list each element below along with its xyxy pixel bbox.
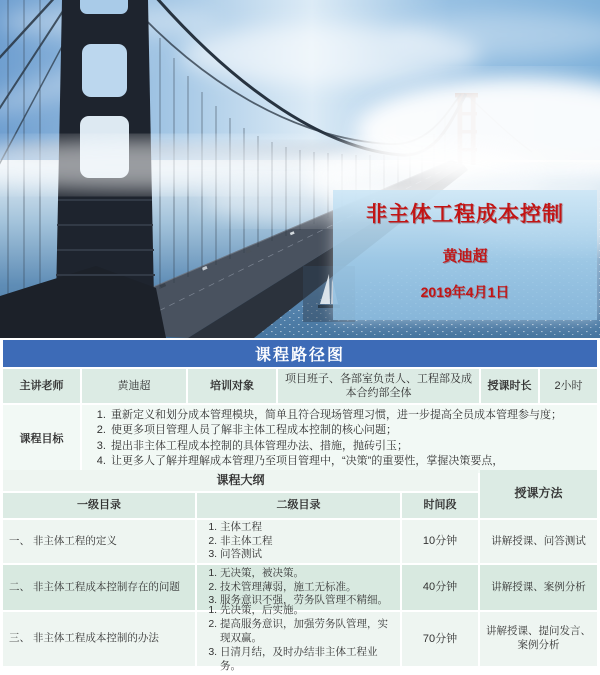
course-sheet (0, 338, 600, 672)
level2-item: 3. 服务意识不强，劳务队管理不精细。 (220, 594, 388, 608)
section-title-bar: 课程路径图 (3, 340, 597, 367)
course-title: 非主体工程成本控制 (366, 203, 564, 226)
audience-label: 培训对象 (188, 369, 276, 403)
outline-title: 课程大纲 (3, 470, 478, 491)
duration-label: 授课时长 (481, 369, 538, 403)
objective-item: 1. 重新定义和划分成本管理模块，简单且符合现场管理习惯，进一步提高全员成本管理参与度； (109, 408, 562, 423)
level2-item: 1. 主体工程 (220, 521, 273, 535)
objectives-list (85, 408, 562, 470)
objectives-label: 课程目标 (3, 405, 80, 473)
outline-row-level1: 三、 非主体工程成本控制的办法 (3, 612, 195, 666)
outline-row-level1: 二、 非主体工程成本控制存在的问题 (3, 565, 195, 610)
objectives-content (82, 405, 597, 473)
level2-item: 2. 技术管理薄弱，施工无标准。 (220, 581, 388, 595)
outline-row-method: 讲解授课、提问发言、案例分析 (480, 612, 597, 666)
level2-item: 1. 先决策，后实施。 (220, 604, 397, 618)
level2-item: 2. 提高服务意识，加强劳务队管理，实现双赢。 (220, 618, 397, 646)
outline-row-method: 讲解授课、案例分析 (480, 565, 597, 610)
objective-item: 4. 让更多人了解并理解成本管理乃至项目管理中，“决策”的重要性，掌握决策要点， (109, 454, 562, 469)
course-date: 2019年4月1日 (420, 284, 510, 300)
outline-row-method: 讲解授课、问答测试 (480, 520, 597, 563)
duration-value: 2小时 (540, 369, 597, 403)
outline-row-level1: 一、 非主体工程的定义 (3, 520, 195, 563)
col-header-level2: 二级目录 (197, 493, 400, 518)
method-header: 授课方法 (480, 470, 597, 518)
teacher-value: 黄迪超 (82, 369, 186, 403)
course-objectives-row (3, 405, 597, 468)
level2-item: 1. 无决策，被决策。 (220, 567, 388, 581)
teacher-label: 主讲老师 (3, 369, 80, 403)
outline-row-level2 (197, 604, 400, 672)
outline-row-time: 40分钟 (402, 565, 478, 610)
course-author: 黄迪超 (442, 248, 488, 265)
outline-row-time: 10分钟 (402, 520, 478, 563)
course-outline-table (3, 470, 597, 672)
outline-row-time: 70分钟 (402, 612, 478, 666)
level2-item: 3. 日清月结，及时办结非主体工程业务。 (220, 646, 397, 674)
col-header-level1: 一级目录 (3, 493, 195, 518)
col-header-time: 时间段 (402, 493, 478, 518)
level2-item: 3. 问答测试 (220, 548, 273, 562)
objective-item: 2. 使更多项目管理人员了解非主体工程成本控制的核心问题； (109, 423, 562, 438)
title-overlay-panel (333, 190, 597, 320)
outline-row-level2 (197, 520, 400, 563)
audience-value: 项目班子、各部室负责人、工程部及成本合约部全体 (278, 369, 479, 403)
objective-item: 3. 提出非主体工程成本控制的具体管理办法、措施，抛砖引玉； (109, 439, 562, 454)
course-info-row (3, 369, 597, 403)
level2-item: 2. 非主体工程 (220, 535, 273, 549)
